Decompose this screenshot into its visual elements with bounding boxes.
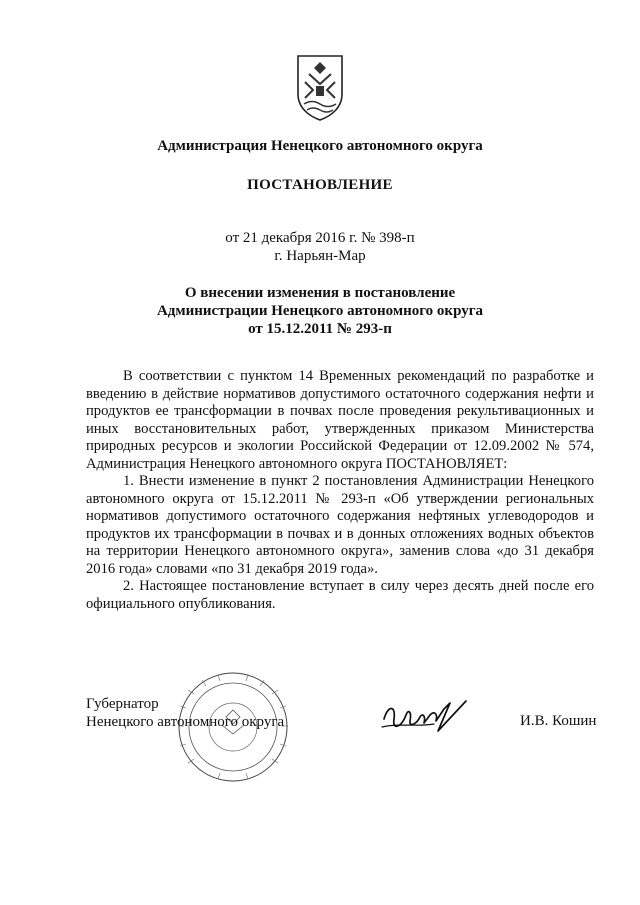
subject-line: О внесении изменения в постановление — [184, 285, 456, 301]
subject-line: от 15.12.2011 № 293-п — [248, 321, 392, 337]
document-date-number: от 21 декабря 2016 г. № 398-п — [225, 230, 415, 246]
preamble-paragraph: В соответствии с пунктом 14 Временных рекомендаций по разработке и введению в действие нормативов допустимого остаточного содержания нефти и продуктов ее трансформации в почвах после проведения рекультивационных и иных восстановительных работ, утвержденных приказом Министерства природных ресурсов и экологии Российской Федерации от 12.09.2002 № 574, Администрация Ненецкого автономного округа ПОСТАНОВЛЯЕТ: — [86, 368, 594, 472]
signatory-title-line: Губернатор — [86, 696, 159, 712]
document-body — [86, 368, 594, 613]
handwritten-signature-icon — [378, 697, 478, 737]
subject-line: Администрации Ненецкого автономного округа — [156, 303, 484, 319]
signatory-name: И.В. Кошин — [520, 713, 597, 729]
signatory-title — [86, 696, 284, 731]
document-place: г. Нарьян-Мар — [274, 248, 366, 264]
document-type: ПОСТАНОВЛЕНИЕ — [247, 177, 393, 193]
signatory-title-line: Ненецкого автономного округа — [86, 713, 285, 730]
coat-of-arms-icon — [295, 52, 345, 122]
organization-name: Администрация Ненецкого автономного округа — [157, 138, 483, 154]
item-2-paragraph: 2. Настоящее постановление вступает в силу через десять дней после его официального опубликования. — [86, 578, 594, 612]
item-1-paragraph: 1. Внести изменение в пункт 2 постановления Администрации Ненецкого автономного округа от 15.12.2011 № 293-п «Об утверждении региональных нормативов допустимого остаточного содержания нефтяных углеводородов и продуктов их трансформации в почвах и в донных отложениях водных объектов на территории Ненецкого автономного округа», заменив слова «до 31 декабря 2016 года» словами «по 31 декабря 2019 года». — [86, 473, 594, 577]
